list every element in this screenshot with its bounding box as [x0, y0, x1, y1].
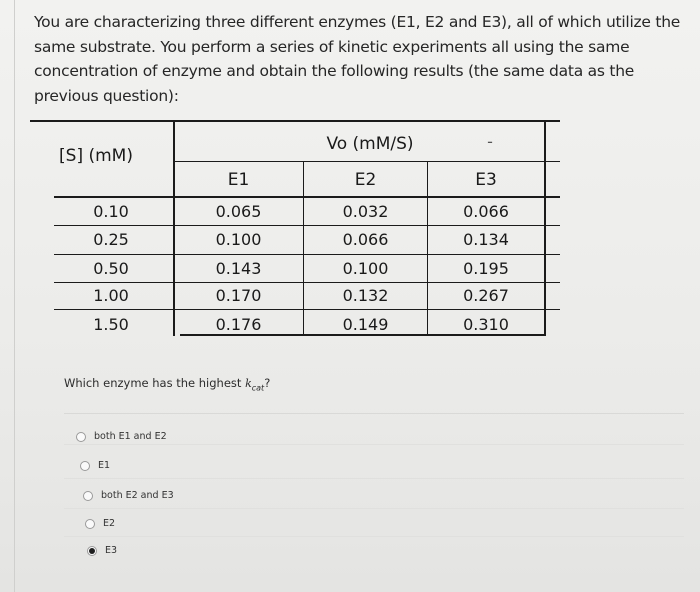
- header-e2: E2: [354, 170, 377, 190]
- problem-line-2: same substrate. You perform a series of kinetic experiments all using the same: [34, 37, 630, 56]
- option-label: E3: [105, 545, 118, 556]
- row-3-e1: 0.143: [215, 259, 262, 278]
- row-5-e3: 0.310: [463, 315, 509, 334]
- row-5-s: 1.50: [93, 315, 129, 334]
- option-label: both E1 and E2: [94, 431, 167, 442]
- question-text-after: ?: [264, 376, 271, 390]
- question-text-before: Which enzyme has the highest: [64, 376, 246, 390]
- table-rule-row-2: [54, 254, 560, 255]
- row-2-s: 0.25: [93, 230, 129, 249]
- row-3-e3: 0.195: [463, 259, 509, 278]
- row-4-e2: 0.132: [342, 286, 389, 305]
- row-1-e3: 0.066: [463, 202, 509, 221]
- option-divider-3: [64, 508, 684, 509]
- substrate-header: [S] (mM): [59, 146, 133, 166]
- table-rule-row-1: [54, 225, 560, 226]
- option-divider-4: [64, 536, 684, 537]
- k-subscript: cat: [251, 383, 265, 393]
- k-symbol: k: [245, 377, 252, 390]
- velocity-header: Vo (mM/S): [326, 134, 414, 154]
- row-1-e1: 0.065: [215, 202, 262, 221]
- option-e2[interactable]: [85, 518, 115, 529]
- table-col-rule-right: [544, 120, 546, 336]
- page-edge-line: [14, 0, 15, 592]
- row-1-s: 0.10: [93, 202, 129, 221]
- header-e1: E1: [227, 170, 250, 190]
- row-4-e1: 0.170: [215, 286, 262, 305]
- option-label: both E2 and E3: [101, 490, 174, 501]
- row-2-e3: 0.134: [463, 230, 509, 249]
- table-rule-bottom: [180, 334, 545, 336]
- option-e1[interactable]: [80, 460, 110, 471]
- table-rule-header: [54, 196, 560, 198]
- header-dash: -: [487, 132, 493, 151]
- radio-button[interactable]: [80, 461, 90, 471]
- row-1-e2: 0.032: [342, 202, 389, 221]
- row-3-e2: 0.100: [342, 259, 389, 278]
- option-e3[interactable]: [87, 545, 117, 556]
- table-rule-row-3: [54, 282, 560, 283]
- row-2-e2: 0.066: [342, 230, 389, 249]
- radio-button-selected[interactable]: [87, 546, 97, 556]
- table-rule-top: [30, 120, 560, 122]
- row-5-e2: 0.149: [342, 315, 389, 334]
- problem-line-1: You are characterizing three different enzymes (E1, E2 and E3), all of which utilize the: [34, 13, 681, 31]
- problem-line-4: previous question):: [34, 86, 179, 105]
- kinetics-table: [30, 120, 560, 336]
- row-2-e1: 0.100: [215, 230, 262, 249]
- row-5-e1: 0.176: [215, 315, 262, 334]
- row-3-s: 0.50: [93, 259, 129, 278]
- option-divider-1: [64, 444, 684, 445]
- table-rule-sub: [175, 161, 560, 162]
- radio-button[interactable]: [85, 519, 95, 529]
- problem-statement: [34, 10, 681, 108]
- option-divider-2: [64, 478, 684, 479]
- option-label: E2: [103, 518, 116, 529]
- problem-line-3: concentration of enzyme and obtain the following results (the same data as the: [34, 62, 635, 80]
- question-text: [64, 376, 270, 392]
- radio-button[interactable]: [83, 491, 93, 501]
- radio-button[interactable]: [76, 432, 86, 442]
- row-4-e3: 0.267: [463, 286, 509, 305]
- option-both-e1-e2[interactable]: [76, 431, 167, 442]
- header-e3: E3: [475, 170, 497, 190]
- question-divider: [64, 413, 684, 414]
- option-label: E1: [98, 460, 111, 471]
- table-rule-row-4: [54, 309, 560, 310]
- option-both-e2-e3[interactable]: [83, 490, 174, 501]
- row-4-s: 1.00: [93, 286, 129, 305]
